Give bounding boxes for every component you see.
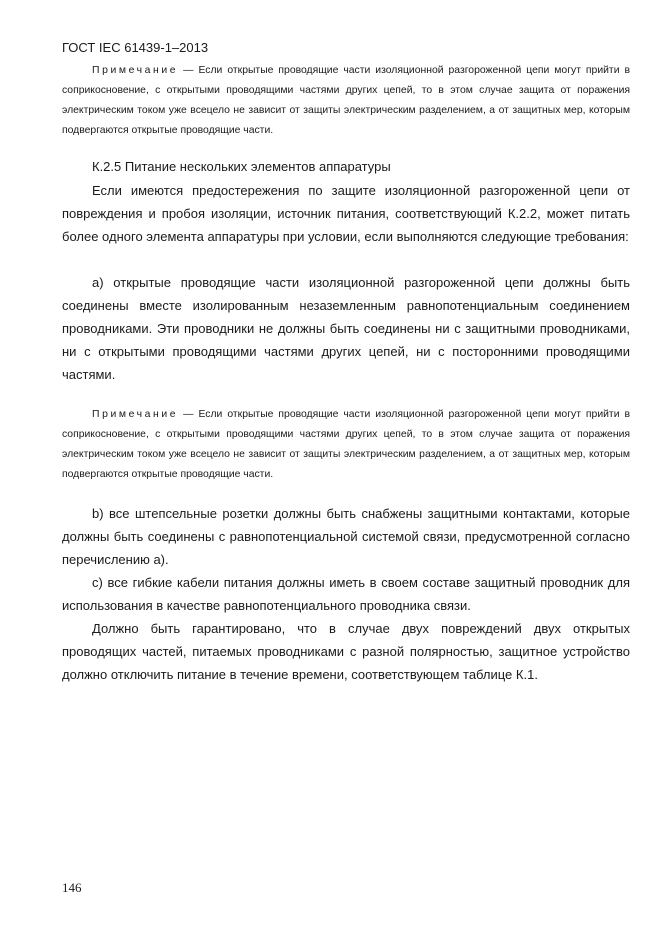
note-text: — Если открытые проводящие части изоляционной разгороженной цепи могут прийти в соприкосновение, с открытыми проводящими частями других цепей, то в этом случае защита от поражения электрическим током уже всецело не зависит от защиты электрическим разделением, а от защитных мер, которым подвергаются открытые проводящие части. xyxy=(62,409,630,480)
note-label: Примечание xyxy=(92,65,179,76)
document-header: ГОСТ IEC 61439-1–2013 xyxy=(62,40,209,55)
note-text: — Если открытые проводящие части изоляционной разгороженной цепи могут прийти в соприкосновение, с открытыми проводящими частями других цепей, то в этом случае защита от поражения электрическим током уже всецело не зависит от защиты электрическим разделением, а от защитных мер, которым подвергаются открытые проводящие части. xyxy=(62,65,630,136)
paragraph-final: Должно быть гарантировано, что в случае двух повреждений двух открытых проводящих частей, питаемых проводниками с разной полярностью, защитное устройство должно отключить питание в течение времени, соответствующем таблице К.1. xyxy=(62,621,630,682)
note-label: Примечание xyxy=(92,409,179,420)
paragraph-intro: Если имеются предостережения по защите изоляционной разгороженной цепи от повреждения и пробоя изоляции, источник питания, соответствующий К.2.2, может питать более одного элемента аппаратуры при условии, если выполняются следующие требования: xyxy=(62,183,630,244)
note-2 xyxy=(62,405,630,485)
page-number: 146 xyxy=(62,880,82,895)
list-item-a: а) открытые проводящие части изоляционной разгороженной цепи должны быть соединены вместе изолированным незаземленным равнопотенциальным соединением проводниками. Эти проводники не должны быть соединены ни с защитными проводниками, ни с открытыми проводящими частями других цепей, ни с посторонними проводящими частями. xyxy=(62,275,630,382)
note-1 xyxy=(62,61,630,141)
list-item-b: b) все штепсельные розетки должны быть снабжены защитными контактами, которые должны быть соединены с равнопотенциальной системой связи, предусмотренной согласно перечислению а). xyxy=(62,506,630,567)
section-title: К.2.5 Питание нескольких элементов аппаратуры xyxy=(92,159,391,174)
list-item-c: c) все гибкие кабели питания должны иметь в своем составе защитный проводник для использования в качестве равнопотенциального проводника связи. xyxy=(62,575,630,613)
